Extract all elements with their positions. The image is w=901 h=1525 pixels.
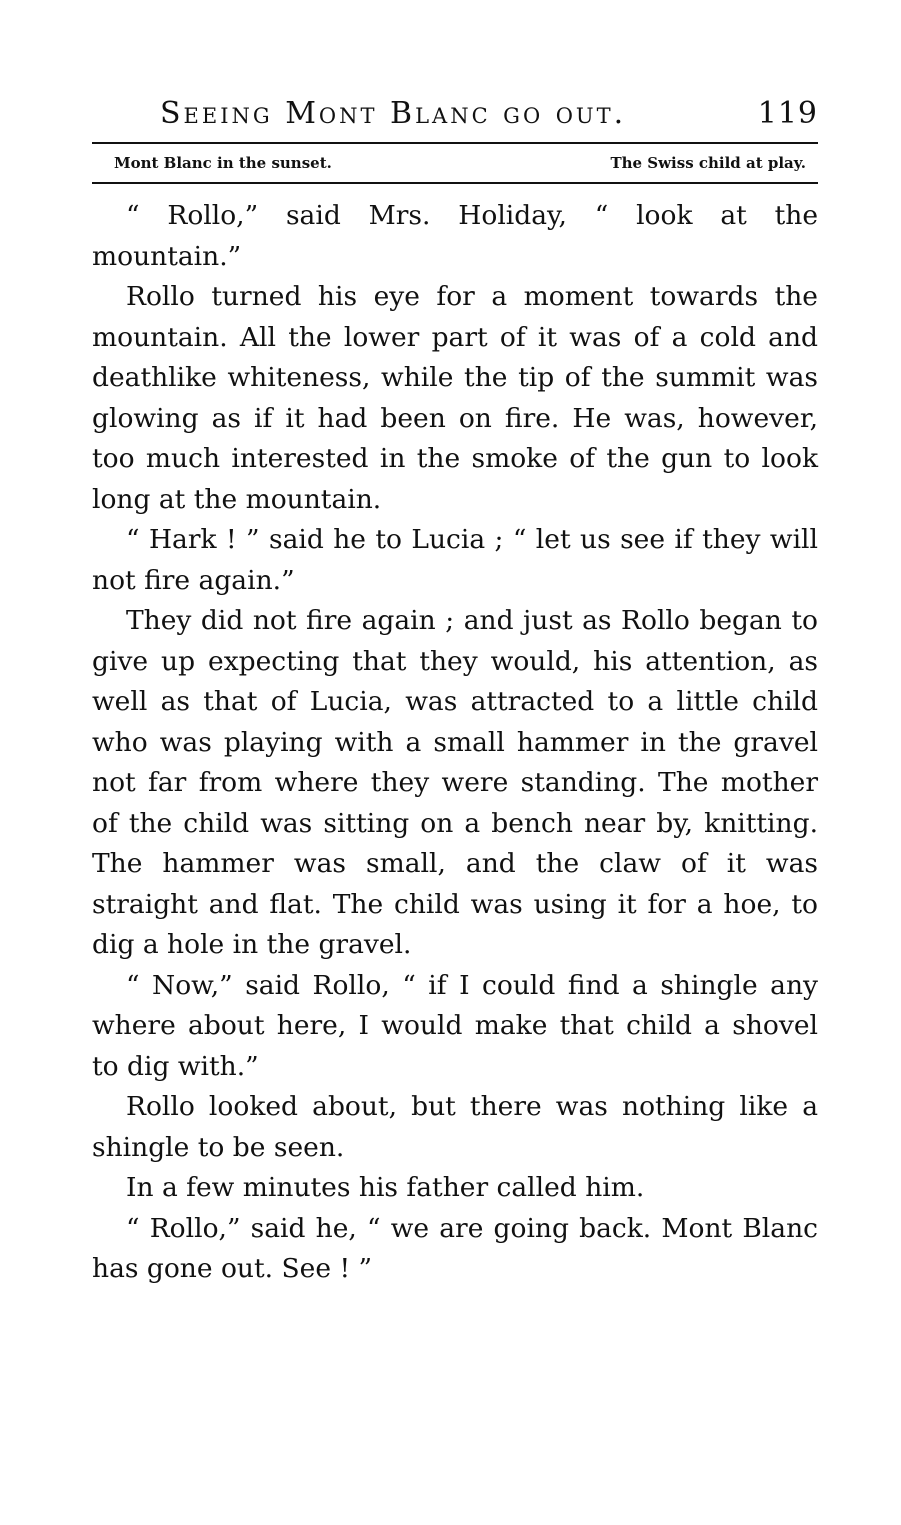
- paragraph: “ Rollo,” said he, “ we are going back. Mont Blanc has gone out. See ! ”: [92, 1212, 818, 1284]
- paragraph: “ Now,” said Rollo, “ if I could find a shingle any where about here, I would make that child a shovel to dig with.”: [92, 969, 818, 1082]
- subheads: [92, 144, 818, 182]
- paragraph: In a few minutes his father called him.: [126, 1172, 645, 1203]
- paragraph: They did not fire again ; and just as Rollo began to give up expecting that they would, his attention, as well as that of Lucia, was attracted to a little child who was playing with a small hammer in the gravel not far from where they were standing. The mother of the child was sitting on a bench near by, knitting. The hammer was small, and the claw of it was straight and flat. The child was using it for a hoe, to dig a hole in the gravel.: [92, 605, 818, 960]
- body-text: [92, 196, 818, 1290]
- bottom-rule: [92, 182, 818, 184]
- subhead-right: The Swiss child at play.: [610, 154, 806, 172]
- running-head: [92, 92, 818, 136]
- page-number: 119: [757, 96, 818, 131]
- running-title: Seeing Mont Blanc go out.: [160, 96, 627, 131]
- paragraph: Rollo looked about, but there was nothing like a shingle to be seen.: [92, 1091, 818, 1163]
- paragraph: Rollo turned his eye for a moment towards the mountain. All the lower part of it was of a cold and deathlike whiteness, while the tip of the summit was glowing as if it had been on fire. He was, however, too much interested in the smoke of the gun to look long at the mountain.: [92, 281, 818, 515]
- book-page: [92, 92, 818, 1290]
- subhead-left: Mont Blanc in the sunset.: [114, 154, 332, 172]
- paragraph: “ Hark ! ” said he to Lucia ; “ let us see if they will not fire again.”: [92, 524, 818, 596]
- paragraph: “ Rollo,” said Mrs. Holiday, “ look at the mountain.”: [92, 200, 818, 272]
